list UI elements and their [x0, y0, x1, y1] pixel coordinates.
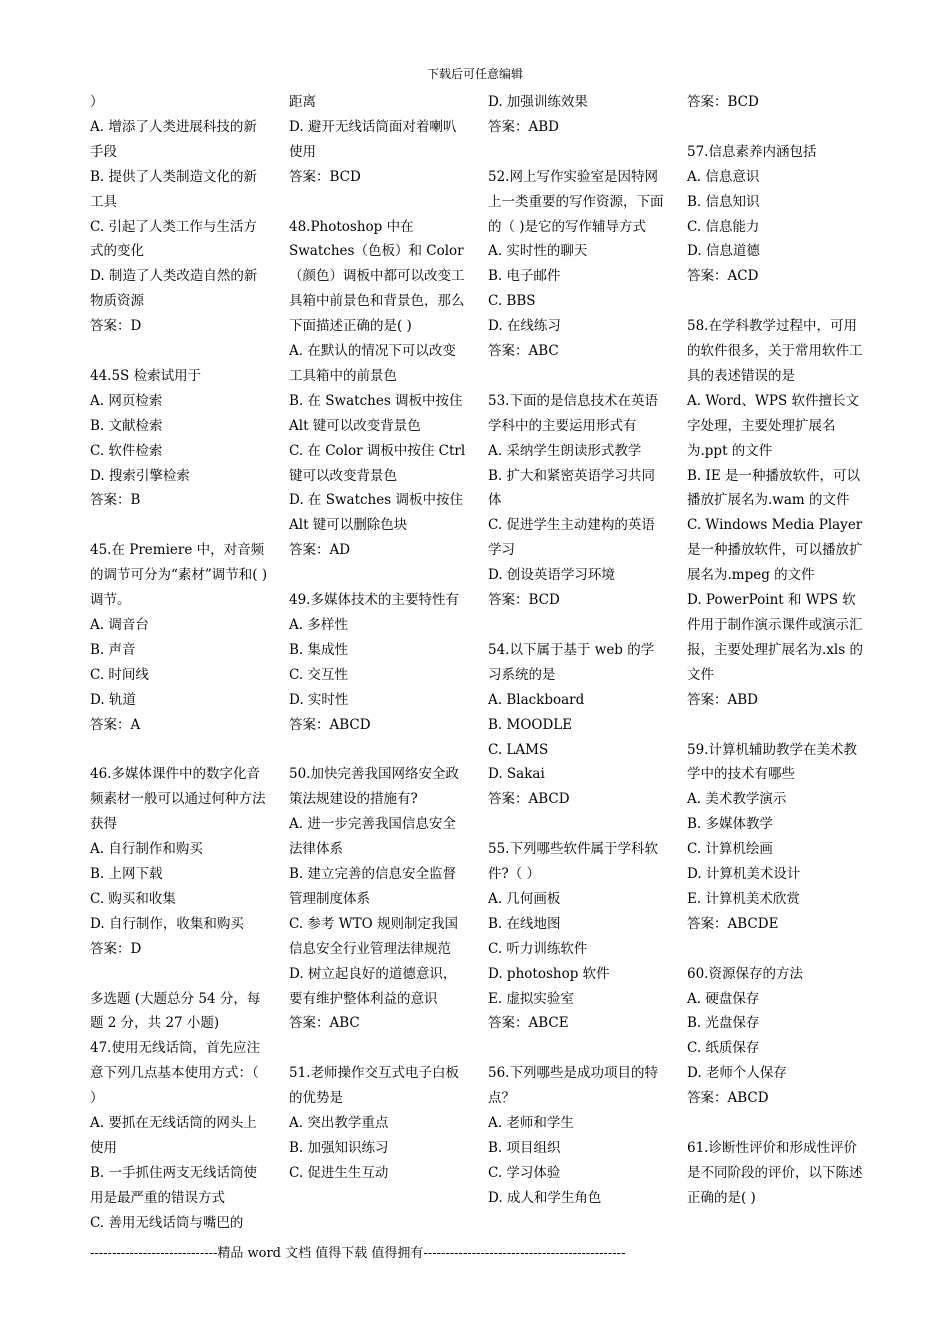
spacer [687, 937, 865, 962]
spacer [687, 1111, 865, 1136]
option-line: B. IE 是一种播放软件，可以播放扩展名为.wam 的文件 [687, 467, 860, 509]
spacer [488, 1036, 666, 1061]
option-line: C. 引起了人类工作与生活方式的变化 [90, 218, 257, 260]
answer-line: 答案：ABCD [289, 716, 371, 733]
option-line: A. 调音台 [90, 617, 149, 633]
question-stem: 51.老师操作交互式电子白板的优势是 [289, 1065, 459, 1107]
spacer [687, 115, 865, 140]
option-line: B. 多媒体教学 [687, 816, 774, 833]
answer-line: 答案：A [90, 716, 141, 733]
option-line: B. 提供了人类制造文化的新工具 [90, 168, 258, 210]
answer-line: 答案：ACD [687, 268, 759, 285]
option-line: A. 信息意识 [687, 168, 760, 185]
question-stem: 61.诊断性评价和形成性评价是不同阶段的评价，以下陈述正确的是( ) [687, 1139, 863, 1206]
option-line: B. 扩大和紧密英语学习共同体 [488, 467, 656, 509]
option-line: B. 在 Swatches 调板中按住 Alt 键可以改变背景色 [289, 392, 463, 434]
option-line: B. 电子邮件 [488, 268, 561, 285]
spacer [488, 613, 666, 638]
option-line: D. Sakai [488, 766, 545, 783]
question-stem: 53.下面的是信息技术在英语学科中的主要运用形式有 [488, 392, 658, 434]
option-line: D. 在线练习 [488, 318, 561, 335]
option-line: B. 上网下载 [90, 866, 163, 883]
option-line: C. 善用无线话筒与嘴巴的 [90, 1214, 244, 1231]
option-line: C. 学习体验 [488, 1164, 561, 1181]
option-line: A. 自行制作和购买 [90, 841, 203, 858]
option-line: A. 进一步完善我国信息安全法律体系 [289, 816, 456, 858]
option-line: D. 创设英语学习环境 [488, 567, 615, 584]
option-line: D. photoshop 软件 [488, 965, 610, 982]
spacer [90, 513, 268, 538]
answer-line: 答案：BCD [488, 592, 560, 609]
answer-line: 答案：ABCD [687, 1090, 769, 1107]
question-stem: 50.加快完善我国网络安全政策法规建设的措施有? [289, 766, 459, 808]
question-stem: 56.下列哪些是成功项目的特点？ [488, 1065, 658, 1107]
option-line: D. 自行制作，收集和购买 [90, 915, 244, 932]
option-line: A. 突出教学重点 [289, 1115, 389, 1132]
option-line: C. 购买和收集 [90, 890, 176, 907]
answer-line: 答案：ABD [488, 118, 559, 135]
text-line: ） [90, 94, 104, 110]
question-stem: 59.计算机辅助教学在美术教学中的技术有哪些 [687, 741, 857, 783]
option-line: B. 声音 [90, 641, 136, 658]
option-line: C. 参考 WTO 规则制定我国信息安全行业管理法律规范 [289, 915, 458, 957]
spacer [289, 738, 467, 763]
answer-line: 答案：ABCE [488, 1015, 569, 1032]
column-4 [687, 90, 865, 1211]
option-line: D. 树立起良好的道德意识，要有维护整体利益的意识 [289, 965, 457, 1007]
option-line: C. 促进学生主动建构的英语学习 [488, 517, 655, 559]
answer-line: 答案：ABC [289, 1015, 360, 1032]
spacer [488, 812, 666, 837]
column-3 [488, 90, 666, 1211]
option-line: C. 在 Color 调板中按住 Ctrl 键可以改变背景色 [289, 442, 466, 484]
option-line: C. Windows Media Player 是一种播放软件，可以播放扩展名为.mpeg 的文件 [687, 517, 863, 584]
answer-line: 答案：ABCD [488, 791, 570, 808]
option-line: C. 促进生生互动 [289, 1164, 389, 1181]
question-stem: 58.在学科教学过程中，可用的软件很多，关于常用软件工具的表述错误的是 [687, 318, 863, 384]
option-line: A. 要抓在无线话筒的网头上使用 [90, 1115, 257, 1156]
option-line: C. 时间线 [90, 666, 149, 683]
spacer [687, 713, 865, 738]
option-line: A. 在默认的情况下可以改变工具箱中的前景色 [289, 343, 456, 384]
option-line: A. 美术教学演示 [687, 791, 787, 808]
answer-line: 答案：BCD [289, 168, 361, 185]
option-line: C. 交互性 [289, 666, 348, 683]
option-line: B. 建立完善的信息安全监督管理制度体系 [289, 866, 457, 907]
option-line: D. 加强训练效果 [488, 94, 588, 110]
question-stem: 47.使用无线话筒，首先应注意下列几点基本使用方式：（ ） [90, 1040, 260, 1107]
answer-line: 答案：BCD [687, 94, 759, 110]
option-line: C. 软件检索 [90, 442, 163, 459]
option-line: D. 老师个人保存 [687, 1065, 787, 1082]
answer-line: 答案：B [90, 492, 141, 509]
option-line: C. BBS [488, 293, 536, 310]
answer-line: 答案：D [90, 940, 142, 957]
page-footer: -----------------------------精品 word 文档 值得下载 值得拥有---------------------------------------------- [90, 1246, 626, 1261]
option-line: B. 集成性 [289, 641, 349, 658]
spacer [289, 1036, 467, 1061]
option-line: B. MOODLE [488, 716, 573, 733]
option-line: B. 信息知识 [687, 193, 760, 210]
question-stem: 60.资源保存的方法 [687, 965, 803, 982]
section-heading: 多选题 (大题总分 54 分，每题 2 分，共 27 小题) [90, 990, 261, 1032]
question-stem: 52.网上写作实验室是因特网上一类重要的写作资源，下面的（ )是它的写作辅导方式 [488, 168, 664, 235]
option-line: B. 文献检索 [90, 417, 163, 434]
option-line: A. 几何画板 [488, 890, 561, 907]
option-line: A. Blackboard [488, 691, 585, 708]
spacer [90, 738, 268, 763]
question-stem: 49.多媒体技术的主要特性有 [289, 592, 459, 609]
option-line: C. LAMS [488, 741, 549, 758]
question-stem: 54.以下属于基于 web 的学习系统的是 [488, 641, 655, 683]
option-line: E. 虚拟实验室 [488, 990, 574, 1007]
answer-line: 答案：ABC [488, 343, 559, 360]
option-line: A. 增添了人类进展科技的新手段 [90, 118, 257, 160]
option-line: D. 搜索引擎检索 [90, 467, 190, 484]
option-line: D. 在 Swatches 调板中按住 Alt 键可以删除色块 [289, 492, 463, 534]
option-line: A. 网页检索 [90, 392, 163, 409]
option-line: A. Word、WPS 软件擅长文字处理，主要处理扩展名为.ppt 的文件 [687, 392, 860, 459]
option-line: E. 计算机美术欣赏 [687, 890, 800, 907]
option-line: B. 一手抓住两支无线话筒使用是最严重的错误方式 [90, 1164, 258, 1206]
spacer [90, 339, 268, 364]
spacer [289, 563, 467, 588]
question-stem: 48.Photoshop 中在 Swatches（色板）和 Color（颜色）调板中都可以改变工具箱中前景色和背景色，那么下面描述正确的是( ) [289, 218, 465, 335]
answer-line: 答案：AD [289, 542, 351, 559]
option-line: D. 实时性 [289, 691, 349, 708]
option-line: D. 计算机美术设计 [687, 866, 801, 883]
option-line: C. 听力训练软件 [488, 940, 588, 957]
page-header: 下载后可任意编辑 [426, 67, 523, 81]
question-stem: 57.信息素养内涵包括 [687, 143, 817, 160]
option-line: A. 实时性的聊天 [488, 243, 588, 260]
option-line: D. 避开无线话筒面对着喇叭使用 [289, 118, 457, 160]
option-line: A. 硬盘保存 [687, 990, 760, 1007]
column-2 [289, 90, 467, 1186]
option-line: A. 老师和学生 [488, 1115, 574, 1132]
question-stem: 44.5S 检索试用于 [90, 367, 202, 384]
answer-line: 答案：ABD [687, 691, 758, 708]
spacer [488, 140, 666, 165]
answer-line: 答案：ABCDE [687, 915, 779, 932]
spacer [90, 962, 268, 987]
spacer [687, 289, 865, 314]
spacer [488, 364, 666, 389]
option-line: B. 在线地图 [488, 915, 561, 932]
spacer [289, 190, 467, 215]
option-line: D. 制造了人类改造自然的新物质资源 [90, 268, 258, 310]
option-line: B. 加强知识练习 [289, 1140, 389, 1156]
option-line: A. 采纳学生朗读形式教学 [488, 442, 642, 459]
option-line: D. 信息道德 [687, 243, 760, 260]
option-line: D. 成人和学生角色 [488, 1189, 602, 1206]
option-line: D. 轨道 [90, 691, 136, 708]
answer-line: 答案：D [90, 318, 142, 335]
text-line: 距离 [289, 94, 316, 110]
column-1 [90, 90, 268, 1236]
question-stem: 45.在 Premiere 中，对音频的调节可分为“素材”调节和( )调节。 [90, 542, 268, 609]
option-line: D. PowerPoint 和 WPS 软件用于制作演示课件或演示汇报，主要处理扩展名为.xls 的文件 [687, 592, 863, 683]
option-line: A. 多样性 [289, 617, 348, 633]
option-line: C. 计算机绘画 [687, 841, 773, 858]
option-line: B. 项目组织 [488, 1139, 561, 1156]
option-line: B. 光盘保存 [687, 1015, 760, 1032]
question-stem: 46.多媒体课件中的数字化音频素材一般可以通过何种方法获得 [90, 766, 266, 833]
question-stem: 55.下列哪些软件属于学科软件?（ ） [488, 841, 658, 883]
option-line: C. 纸质保存 [687, 1040, 760, 1057]
option-line: C. 信息能力 [687, 218, 760, 235]
